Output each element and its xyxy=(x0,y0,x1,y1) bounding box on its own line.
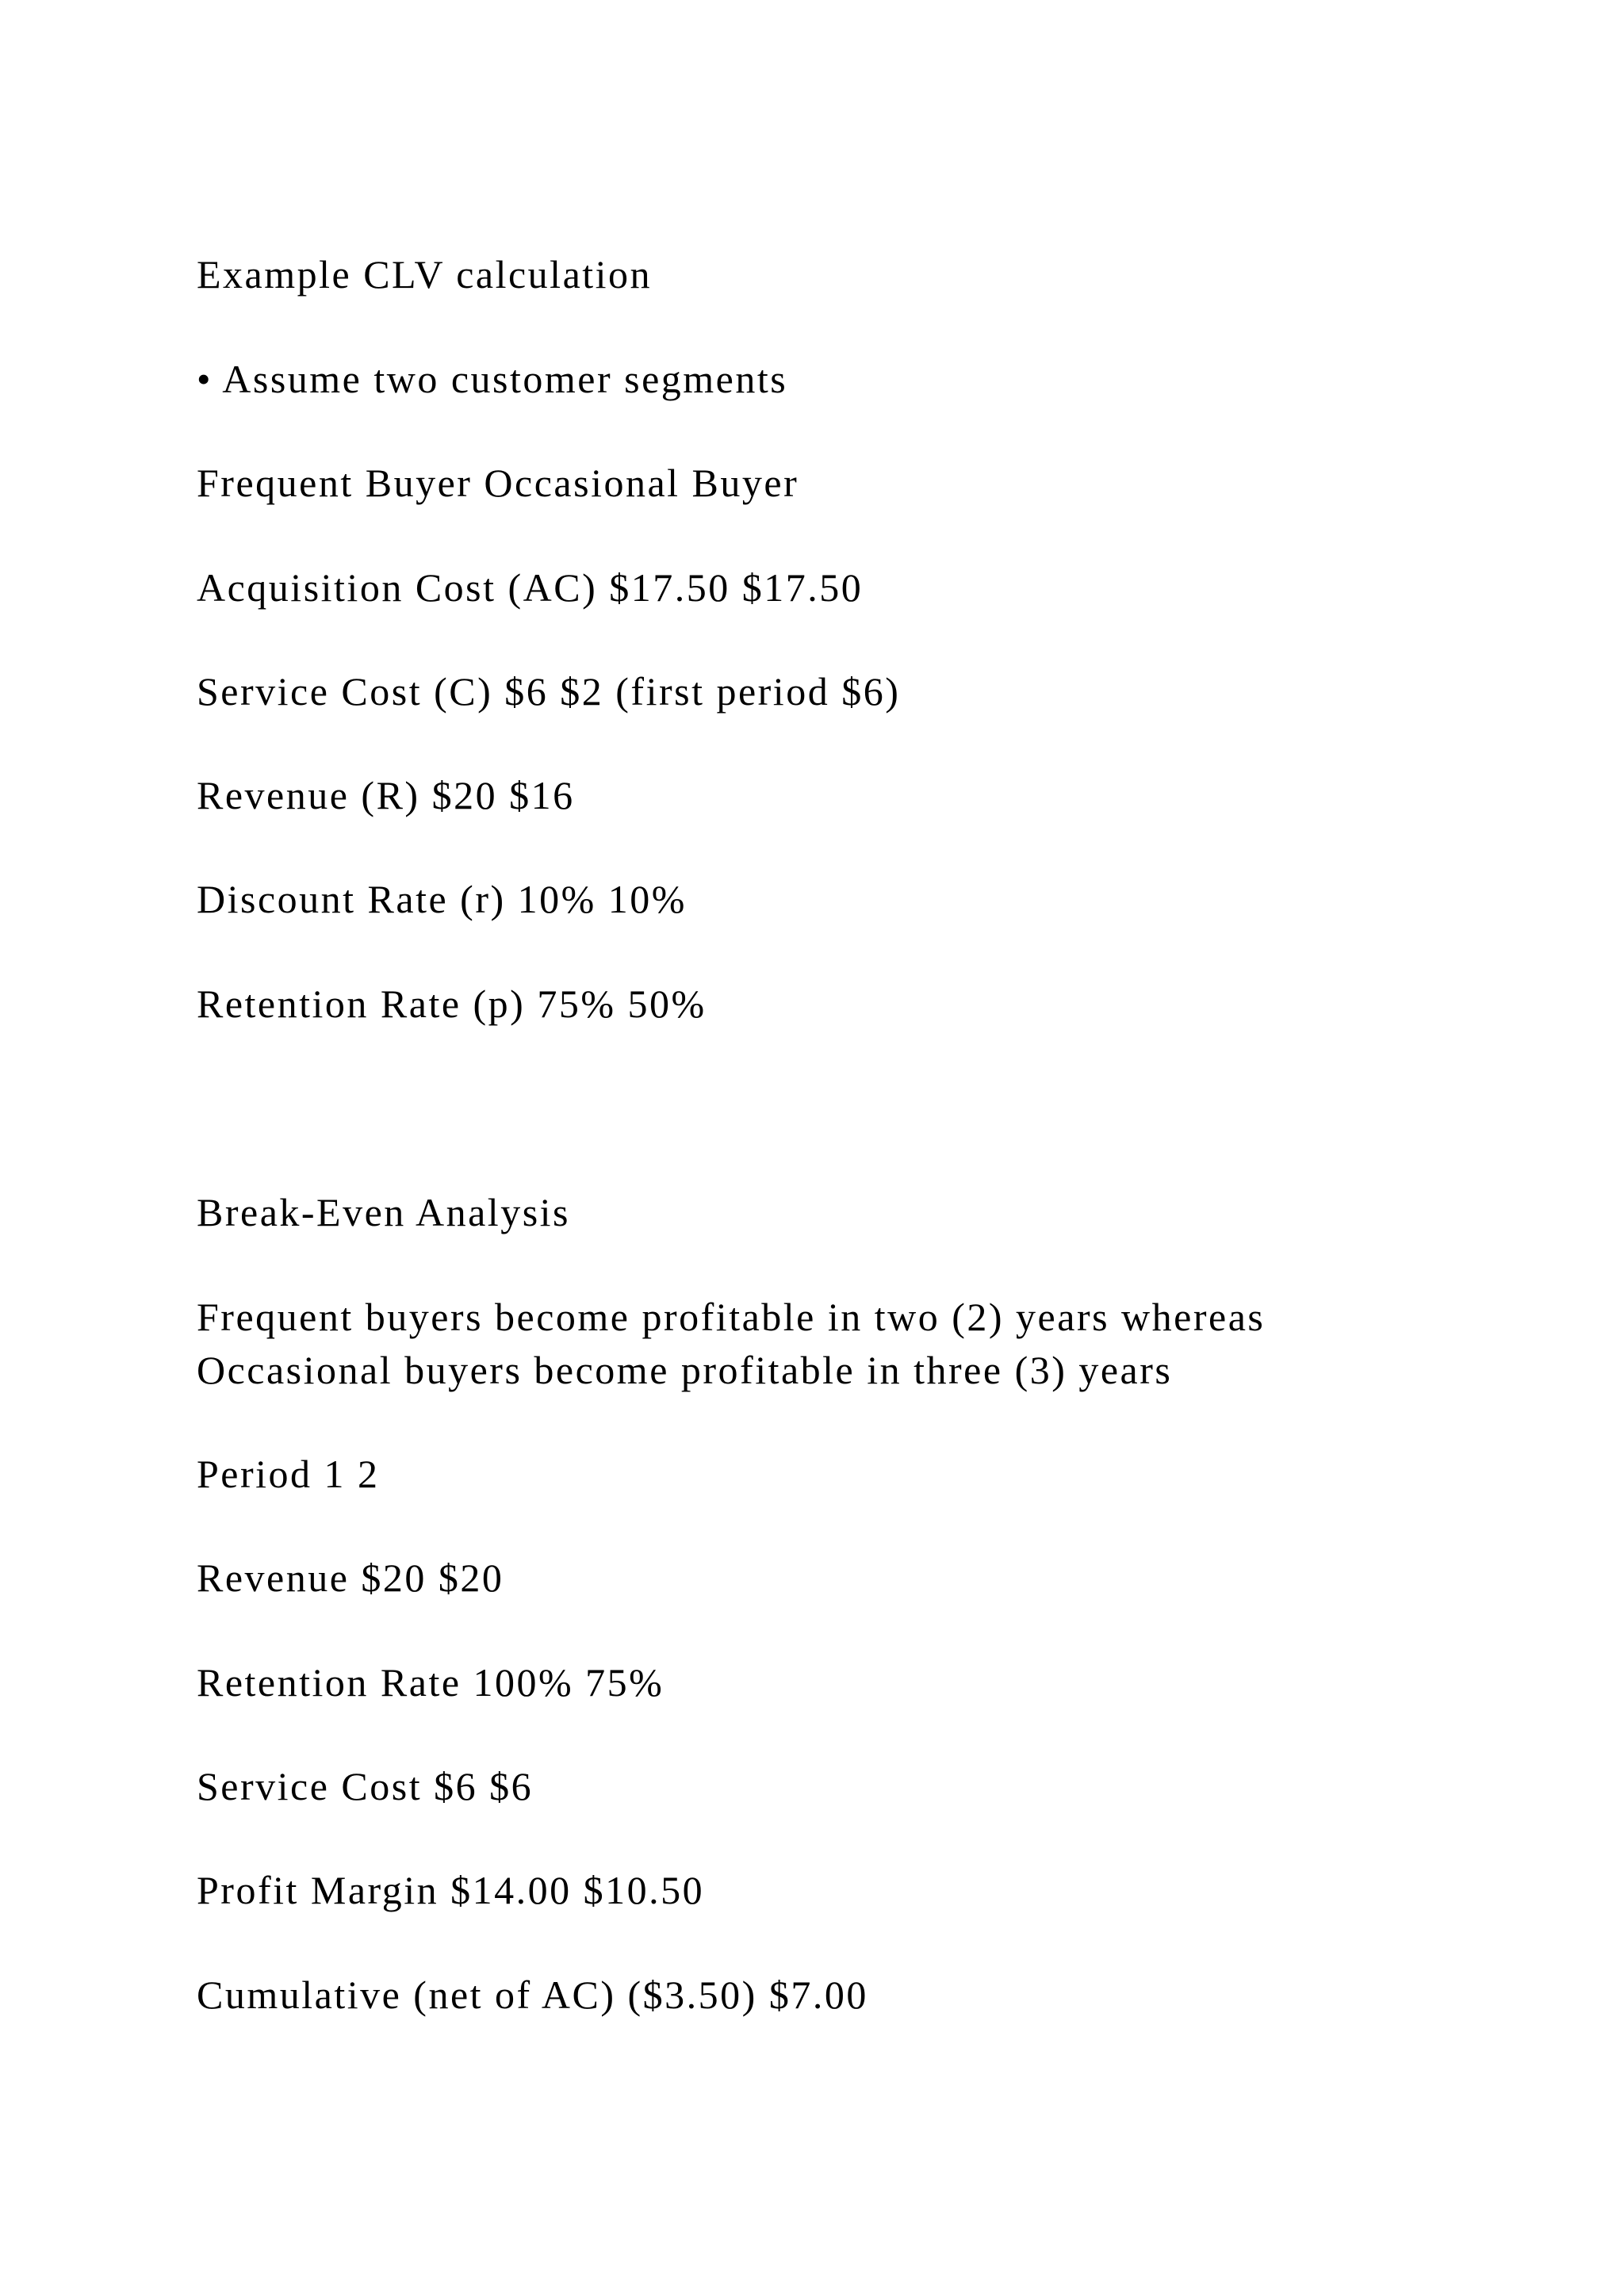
heading-break-even: Break-Even Analysis xyxy=(197,1190,571,1234)
period-row-line: Period 1 2 xyxy=(197,1452,380,1496)
retention-row-line: Retention Rate 100% 75% xyxy=(197,1660,665,1705)
acquisition-cost-line: Acquisition Cost (AC) $17.50 $17.50 xyxy=(197,565,864,610)
service-cost-line: Service Cost (C) $6 $2 (first period $6) xyxy=(197,669,901,714)
revenue-line: Revenue (R) $20 $16 xyxy=(197,773,575,817)
service-cost-row-line: Service Cost $6 $6 xyxy=(197,1764,534,1808)
paragraph-line-2: Occasional buyers become profitable in three (3) years xyxy=(197,1348,1173,1392)
profit-margin-row-line: Profit Margin $14.00 $10.50 xyxy=(197,1868,705,1912)
paragraph-line-1: Frequent buyers become profitable in two (2) years whereas xyxy=(197,1295,1266,1339)
revenue-row-line: Revenue $20 $20 xyxy=(197,1556,504,1600)
segments-header-line: Frequent Buyer Occasional Buyer xyxy=(197,461,799,505)
bullet-assume-segments: • Assume two customer segments xyxy=(197,357,788,401)
heading-example-clv: Example CLV calculation xyxy=(197,252,653,297)
discount-rate-line: Discount Rate (r) 10% 10% xyxy=(197,877,687,921)
cumulative-row-line: Cumulative (net of AC) ($3.50) $7.00 xyxy=(197,1973,868,2017)
retention-rate-line: Retention Rate (p) 75% 50% xyxy=(197,982,707,1026)
